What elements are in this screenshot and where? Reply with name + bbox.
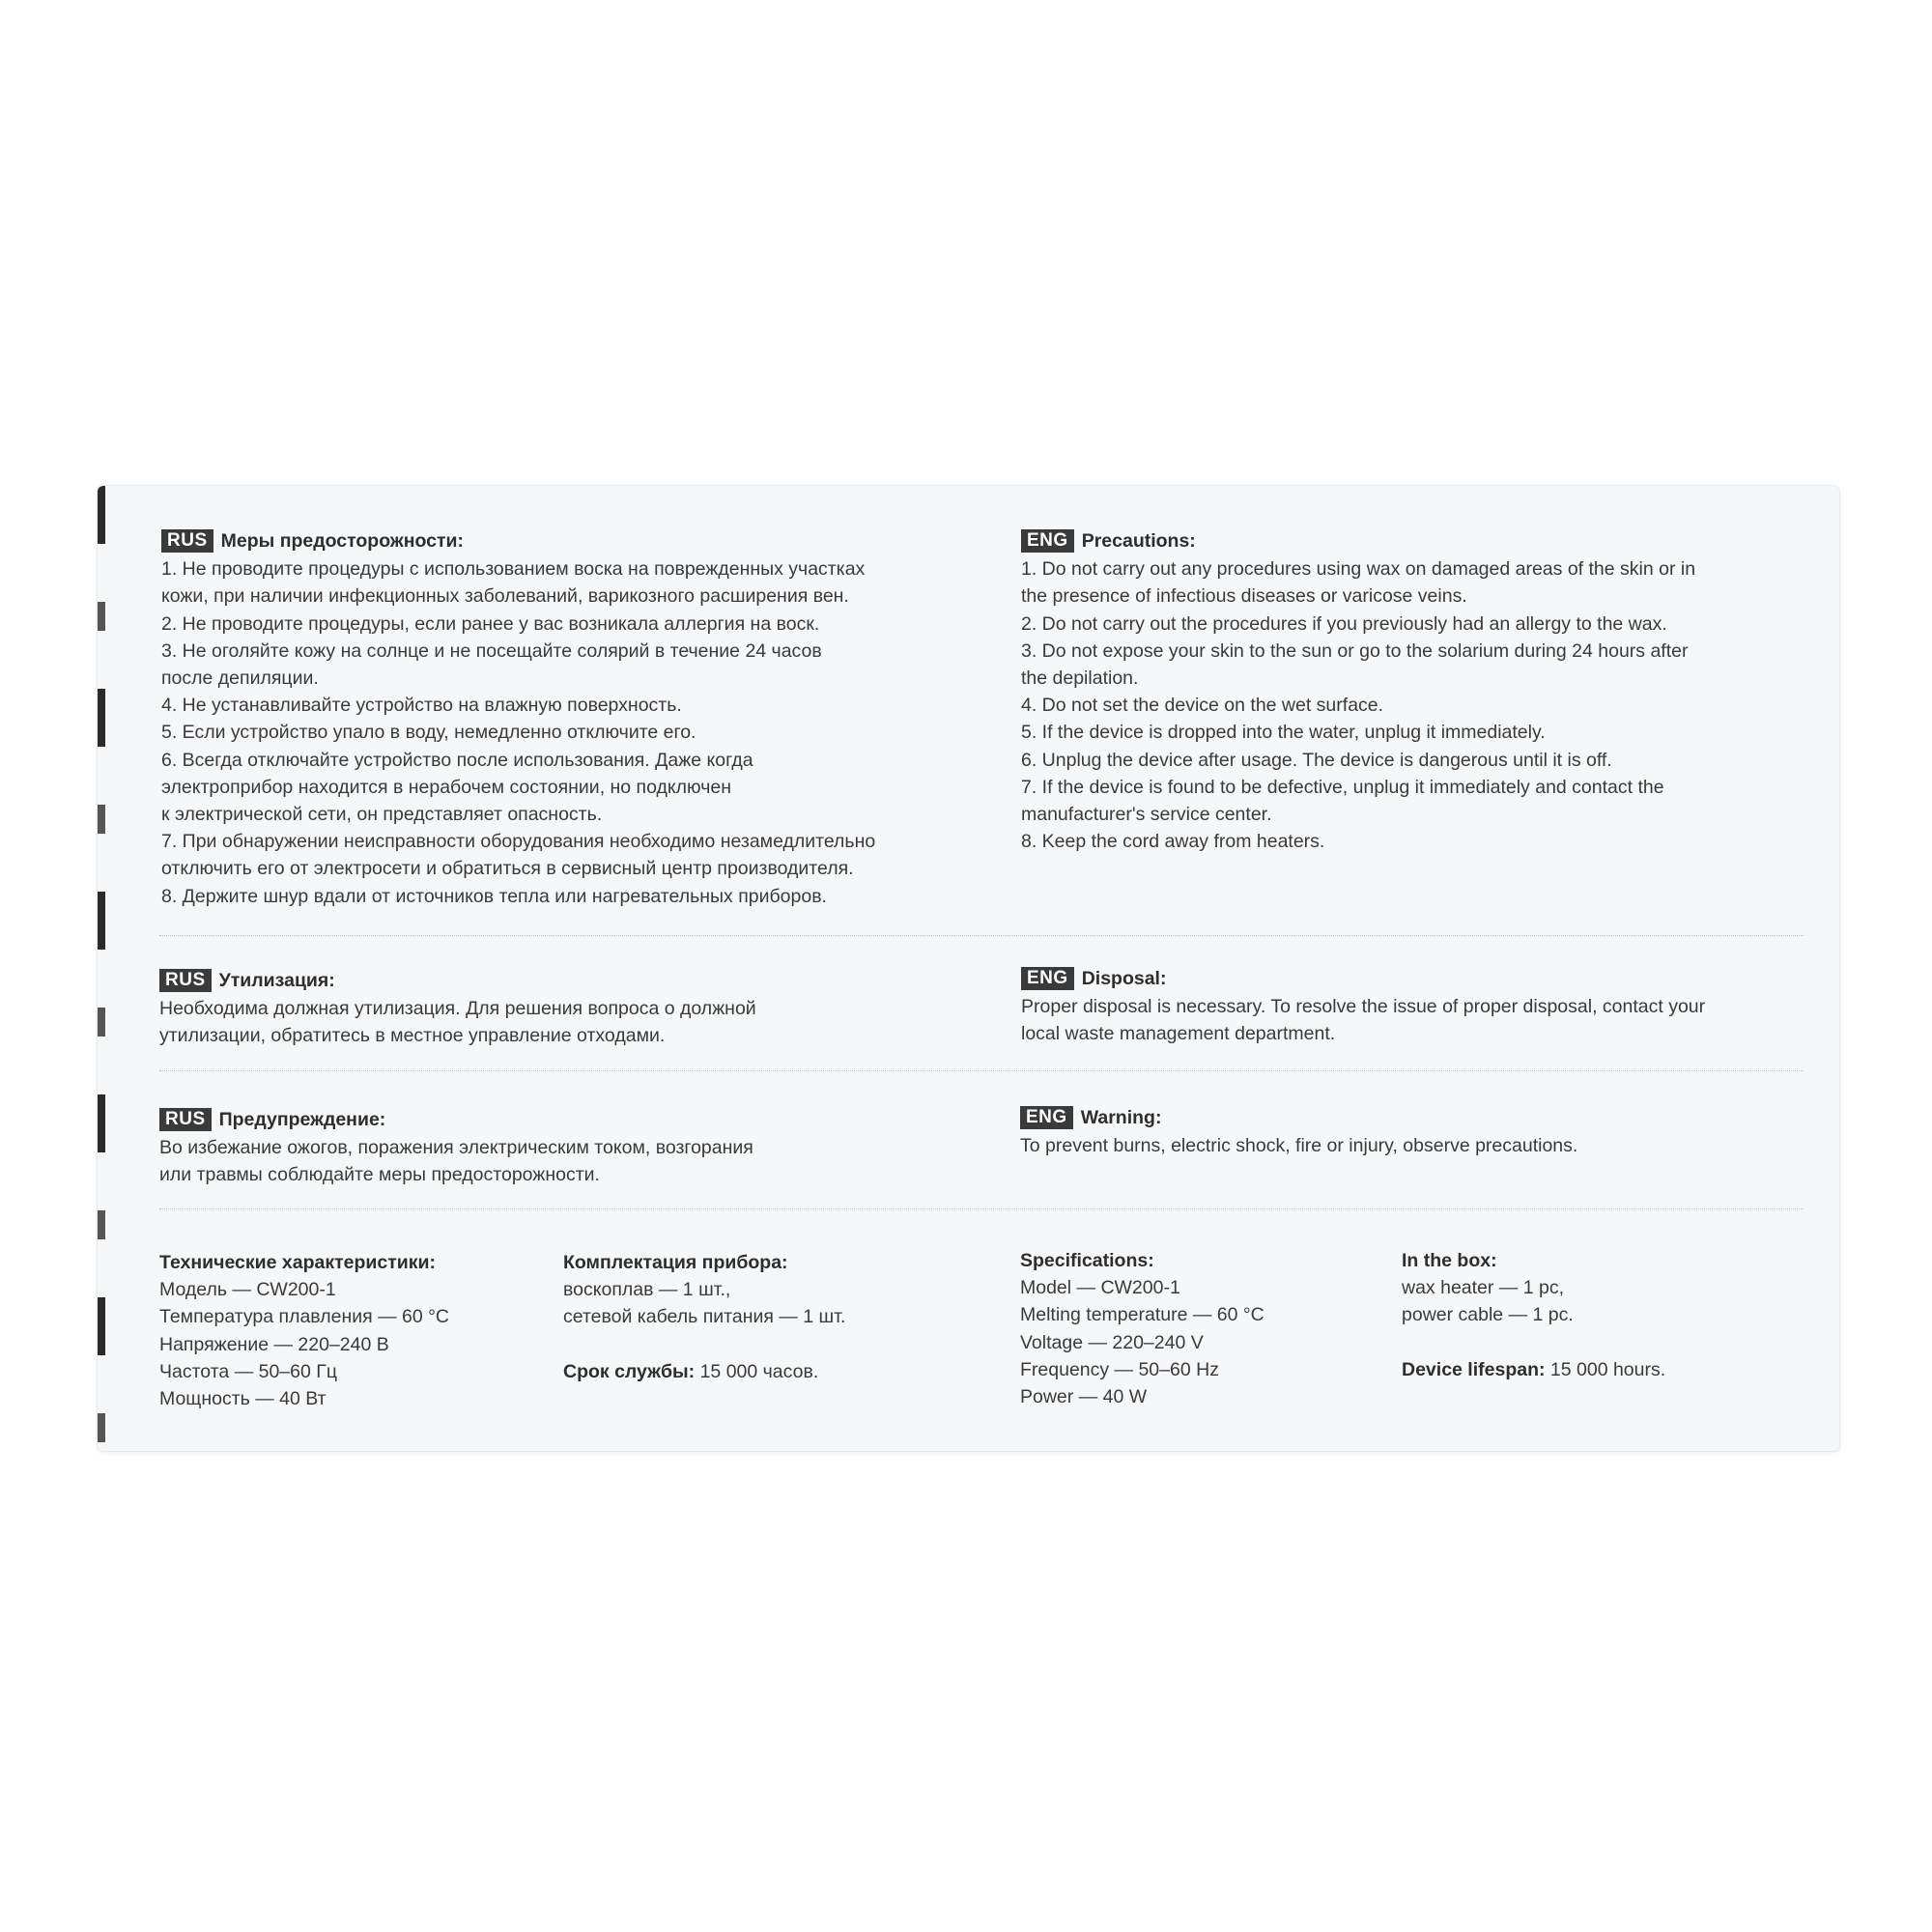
section-heading [159, 967, 1000, 994]
text-line: manufacturer's service center. [1021, 804, 1272, 826]
text-line: 1. Не проводите процедуры с использованием воска на поврежденных участках [161, 558, 866, 581]
spec-line: Напряжение — 220–240 В [159, 1333, 389, 1355]
section-heading [1021, 965, 1823, 992]
box-contents-title: In the box: [1402, 1250, 1497, 1271]
dotted-divider [159, 1070, 1804, 1071]
text-line: 7. При обнаружении неисправности оборудования необходимо незамедлительно [161, 831, 876, 853]
spec-line: Power — 40 W [1020, 1386, 1148, 1408]
specifications-rus [159, 1249, 546, 1412]
language-tag-eng: ENG [1021, 967, 1074, 990]
section-heading [161, 527, 1002, 554]
text-line: the depilation. [1021, 668, 1139, 690]
lifespan-label: Device lifespan: [1402, 1358, 1546, 1380]
text-line: 8. Keep the cord away from heaters. [1021, 831, 1325, 853]
lifespan-value: 15 000 hours. [1545, 1358, 1666, 1380]
disposal-eng [1021, 965, 1823, 1048]
text-line: 3. Do not expose your skin to the sun or go to the solarium during 24 hours after [1021, 639, 1689, 662]
box-contents-title: Комплектация прибора: [563, 1252, 788, 1273]
text-line: 6. Unplug the device after usage. The device is dangerous until it is off. [1021, 749, 1612, 771]
text-line: 6. Всегда отключайте устройство после использования. Даже когда [161, 749, 753, 771]
section-title: Меры предосторожности: [220, 530, 465, 552]
warning-rus [159, 1106, 1000, 1189]
section-heading [159, 1106, 1000, 1133]
text-line: Во избежание ожогов, поражения электрическим током, возгорания [159, 1137, 753, 1159]
precautions-eng [1021, 527, 1823, 855]
text-line: 1. Do not carry out any procedures using wax on damaged areas of the skin or in [1021, 558, 1696, 581]
box-contents-rus [563, 1249, 988, 1385]
text-line: 5. If the device is dropped into the water, unplug it immediately. [1021, 722, 1546, 744]
spec-line: Температура плавления — 60 °C [159, 1306, 449, 1328]
language-tag-eng: ENG [1021, 529, 1074, 553]
box-item: сетевой кабель питания — 1 шт. [563, 1306, 846, 1328]
language-tag-rus: RUS [159, 969, 212, 992]
precautions-rus [161, 527, 1002, 910]
text-line: Необходима должная утилизация. Для решения вопроса о должной [159, 998, 756, 1020]
text-line: отключить его от электросети и обратиться в сервисный центр производителя. [161, 858, 854, 880]
language-tag-rus: RUS [161, 529, 213, 553]
spec-line: Частота — 50–60 Гц [159, 1360, 337, 1382]
text-line: кожи, при наличии инфекционных заболеваний, варикозного расширения вен. [161, 585, 849, 608]
lifespan-line [563, 1358, 988, 1385]
spec-line: Frequency — 50–60 Hz [1020, 1358, 1219, 1380]
box-item: wax heater — 1 pc, [1402, 1277, 1564, 1299]
text-line: local waste management department. [1021, 1023, 1336, 1045]
text-line: к электрической сети, он представляет опасность. [161, 804, 603, 826]
text-line: или травмы соблюдайте меры предосторожности. [159, 1164, 600, 1186]
section-heading [1021, 527, 1823, 554]
text-line: To prevent burns, electric shock, fire or injury, observe precautions. [1020, 1135, 1578, 1157]
text-line: утилизации, обратитесь в местное управление отходами. [159, 1025, 666, 1047]
warning-eng [1020, 1104, 1822, 1159]
text-line: 2. Do not carry out the procedures if you previously had an allergy to the wax. [1021, 612, 1667, 635]
section-title: Disposal: [1081, 968, 1167, 989]
text-line: 7. If the device is found to be defective, unplug it immediately and contact the [1021, 776, 1664, 798]
section-title: Утилизация: [218, 970, 335, 991]
section-title: Warning: [1080, 1107, 1162, 1128]
text-line: после депиляции. [161, 668, 319, 690]
instruction-panel [98, 486, 1839, 1451]
text-line: электроприбор находится в нерабочем состоянии, но подключен [161, 776, 732, 798]
spec-line: Model — CW200-1 [1020, 1277, 1180, 1299]
box-item: воскоплав — 1 шт., [563, 1279, 731, 1301]
language-tag-rus: RUS [159, 1108, 212, 1131]
language-tag-eng: ENG [1020, 1106, 1073, 1129]
text-line: 3. Не оголяйте кожу на солнце и не посещайте солярий в течение 24 часов [161, 639, 822, 662]
text-line: 8. Держите шнур вдали от источников тепла или нагревательных приборов. [161, 885, 827, 907]
spec-line: Модель — CW200-1 [159, 1279, 336, 1301]
section-heading [1020, 1104, 1822, 1131]
specifications-eng [1020, 1247, 1387, 1410]
text-line: 5. Если устройство упало в воду, немедленно отключите его. [161, 722, 696, 744]
dotted-divider [159, 935, 1804, 936]
text-line: Proper disposal is necessary. To resolve the issue of proper disposal, contact your [1021, 996, 1706, 1018]
disposal-rus [159, 967, 1000, 1050]
box-item: power cable — 1 pc. [1402, 1304, 1574, 1326]
spec-line: Voltage — 220–240 V [1020, 1331, 1204, 1353]
dotted-divider [159, 1208, 1804, 1209]
box-edge-pattern [98, 486, 105, 1451]
text-line: 4. Не устанавливайте устройство на влажную поверхность. [161, 695, 682, 717]
box-contents-eng [1402, 1247, 1807, 1383]
lifespan-label: Срок службы: [563, 1360, 696, 1382]
spec-line: Melting temperature — 60 °C [1020, 1304, 1264, 1326]
text-line: 4. Do not set the device on the wet surface. [1021, 695, 1384, 717]
section-title: Precautions: [1081, 530, 1196, 552]
lifespan-line [1402, 1356, 1807, 1383]
specifications-title: Specifications: [1020, 1250, 1154, 1271]
text-line: the presence of infectious diseases or varicose veins. [1021, 585, 1467, 608]
spec-line: Мощность — 40 Вт [159, 1388, 327, 1410]
lifespan-value: 15 000 часов. [695, 1360, 819, 1382]
section-title: Предупреждение: [218, 1109, 386, 1130]
text-line: 2. Не проводите процедуры, если ранее у вас возникала аллергия на воск. [161, 612, 820, 635]
specifications-title: Технические характеристики: [159, 1252, 437, 1273]
